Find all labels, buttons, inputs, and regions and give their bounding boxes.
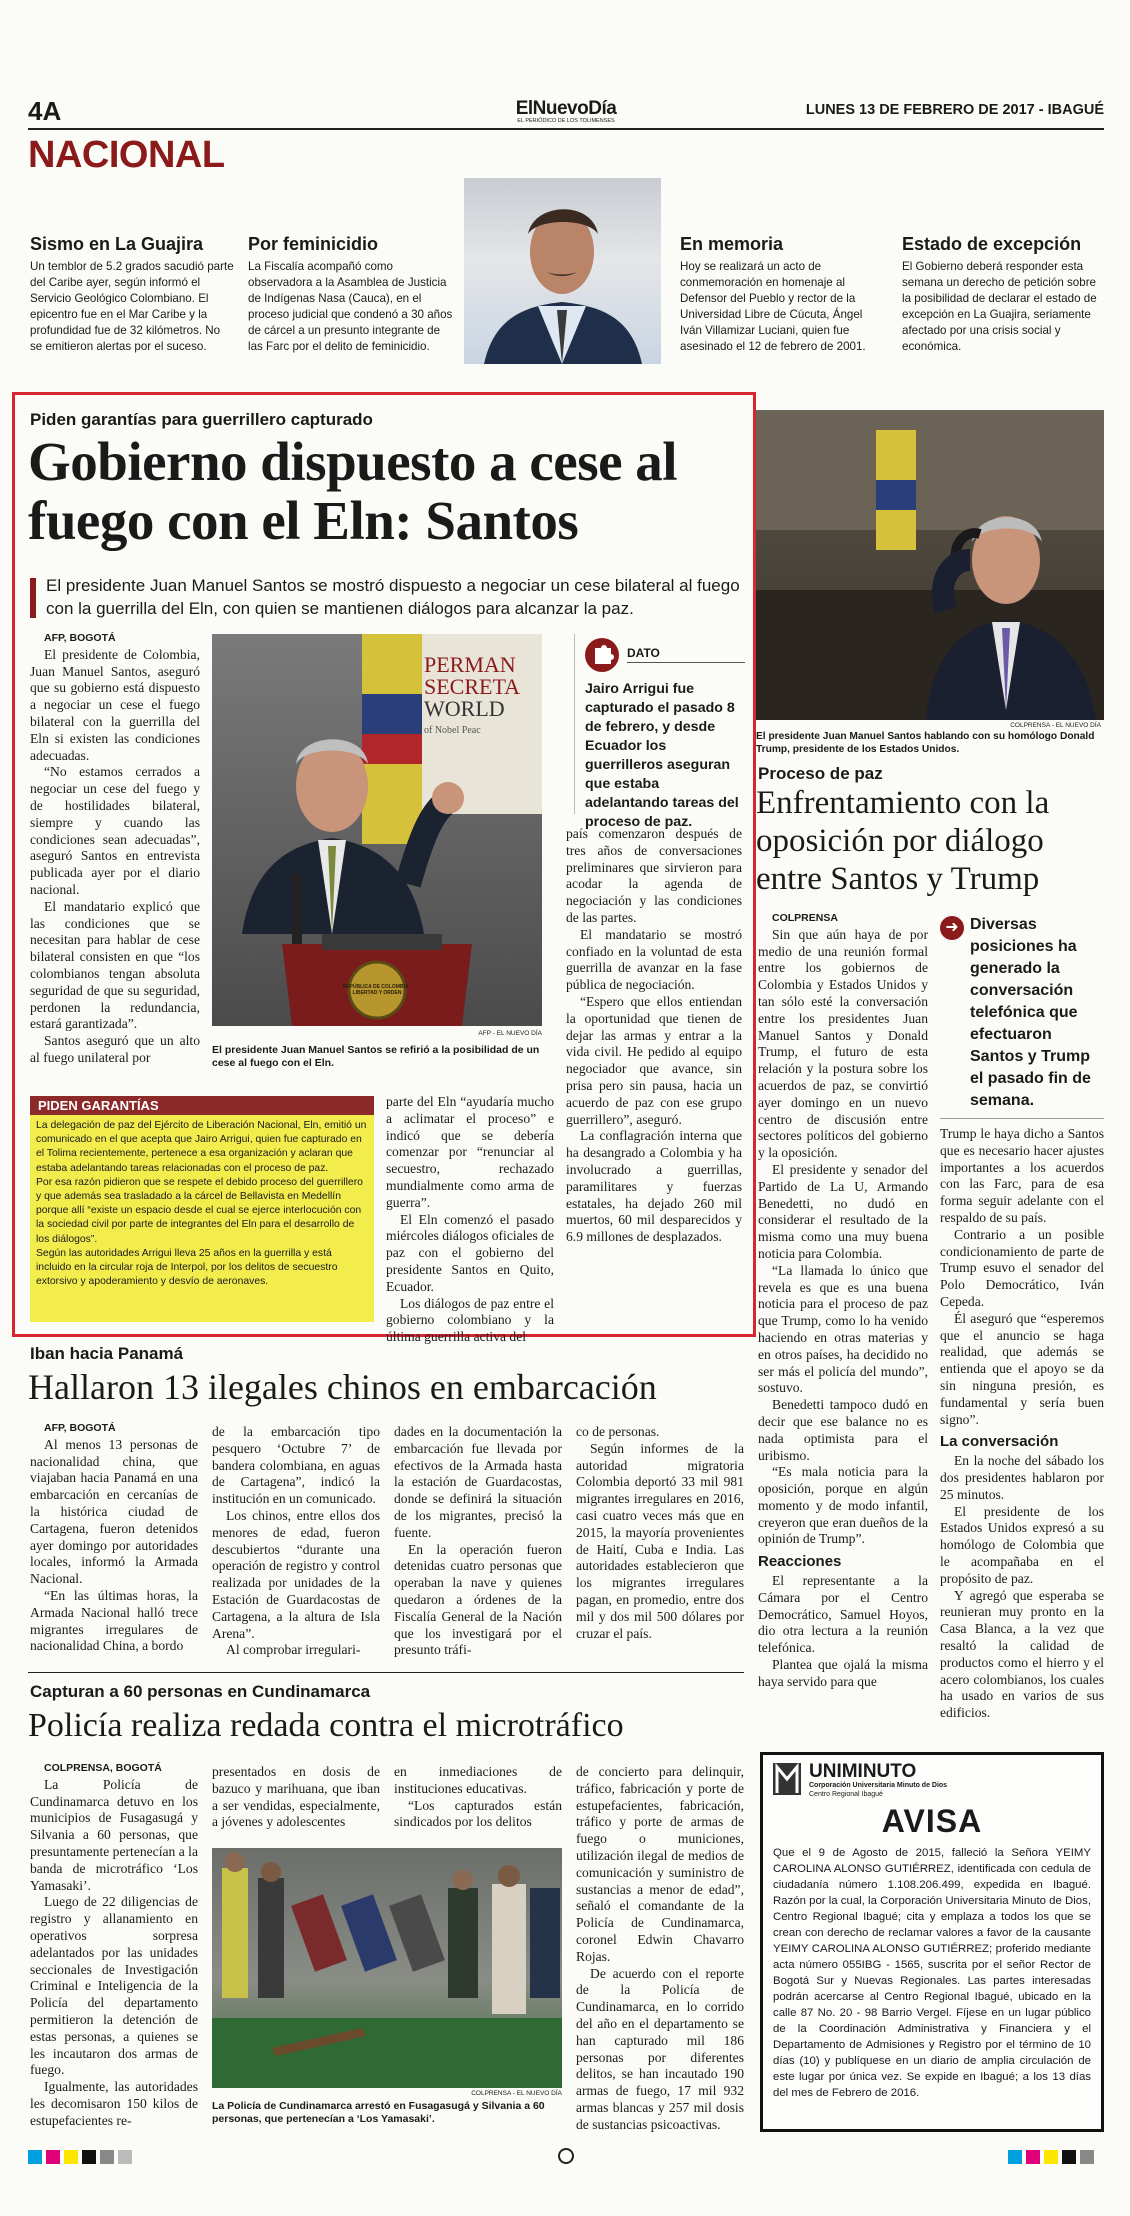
paragraph: “Es mala noticia para la oposición, porque en algún momento y de modo infantil, creyeron que eran dueños de la opinión de Trump”.	[758, 1464, 928, 1547]
panama-col-2	[212, 1424, 380, 1659]
paragraph: El mandatario explicó que las condiciones que se necesitan para hablar de cese bilateral consisten en que “los colombianos tengan absoluta seguridad de que su seguridad, perdonen la redundancia, estará garantizada”.	[30, 898, 200, 1032]
page-header	[28, 96, 1104, 128]
santos-phone-photo	[756, 410, 1104, 720]
masthead-logo	[476, 98, 656, 124]
ad-brand: UNIMINUTO	[809, 1761, 917, 1782]
logo-tagline: EL PERIÓDICO DE LOS TOLIMENSES	[517, 118, 615, 124]
paragraph: “No estamos cerrados a negociar un cese del fuego y de hostilidades bilateral, siempre y cuando las condiciones sean adecuadas”, aseguró Santos en entrevista publicada ayer por el diario nacional.	[30, 764, 200, 897]
main-photo-caption: El presidente Juan Manuel Santos se refirió a la posibilidad de un cese al fuego con el Eln.	[212, 1044, 540, 1069]
main-col-3	[566, 826, 742, 1246]
paragraph: Los diálogos de paz entre el gobierno colombiano y la última guerrilla activa del	[386, 1295, 554, 1345]
logo-mark	[773, 1763, 801, 1795]
police-col-4	[576, 1764, 744, 2134]
brief-body: Un temblor de 5.2 grados sacudió parte del Caribe ayer, según informó el Servicio Geológico Colombiano. El epicentro fue en el Mar Caribe y la profundidad fue de 32 kilómetros. No se emitieron alertas por el suceso.	[30, 260, 234, 353]
backdrop-line: WORLD	[424, 696, 505, 721]
trump-photo-credit: COLPRENSA - EL NUEVO DÍA	[1010, 722, 1101, 729]
trump-subhead-conversacion: La conversación	[940, 1433, 1059, 1451]
police-photo-credit: COLPRENSA - EL NUEVO DÍA	[471, 2090, 562, 2097]
paragraph: En la operación fueron detenidas cuatro personas que operaban la nave y quienes quedaron a órdenes de la Fiscalía General de la Nación que los investigará por el presunto tráfi-	[394, 1541, 562, 1658]
ad-sub2: Centro Regional Ibagué	[809, 1791, 883, 1798]
paragraph: El presidente y senador del Partido de La U, Armando Benedetti, no dudó en considerar el resultado de la misma como una muy buena noticia para Colombia.	[758, 1161, 928, 1261]
trump-col-2	[940, 1126, 1104, 1722]
brief-title: Estado de excepción	[902, 234, 1082, 254]
logo-main: ElNuevoDía	[515, 98, 617, 119]
panama-kicker: Iban hacia Panamá	[30, 1344, 184, 1363]
brief-excepcion	[902, 234, 1102, 355]
dato-rule	[627, 662, 745, 663]
paragraph: Al comprobar irregulari-	[226, 1642, 361, 1658]
ad-sub1: Corporación Universitaria Minuto de Dios	[809, 1782, 948, 1789]
paragraph: La Policía de Cundinamarca detuvo en los municipios de Fusagasugá y Silvania a 60 personas, que presuntamente pertenecían a la banda de microtráfico ‘Los Yamasaki’.	[30, 1776, 198, 1893]
garantias-title: PIDEN GARANTÍAS	[30, 1096, 374, 1115]
dato-icon	[585, 638, 619, 672]
ad-body: Que el 9 de Agosto de 2015, falleció la Señora YEIMY CAROLINA ALONSO GUTIÉRREZ, identificada con cedula de ciudadanía número 1.108.206.499, expedida en Ibagué. Razón por la cual, la Corporación Universitaria Minuto de Dios, Centro Regional Ibagué; cita y emplaza a todos los que se crean con derecho de reclamar valores a favor de la causante YEIMY CAROLINA ALONSO GUTIÉRREZ; proferido mediante acta número 055IBG - 1565, suscrita por el señor Rector de Bogotá Sur y Nuevas Regionales. Las partes interesadas podrán acercarse al Centro Regional Ibagué, ubicado en la calle 87 No. 20 - 98 Barrio Vergel. Fíjese en un lugar público de la Coordinación Administrativa y Financiera y el Departamento de Admisiones y Registro por el término de 10 días (10) y publíquese en un diario de amplia circulación de este lugar por única vez. Se expide en Ibagué; a los 13 días del mes de Febrero de 2016.	[773, 1847, 1091, 2099]
header-rule	[28, 128, 1104, 130]
backdrop-text	[424, 654, 520, 742]
byline: AFP, BOGOTÁ	[44, 1422, 116, 1434]
portrait-illustration	[464, 178, 661, 364]
arrow-right-icon: ➜	[940, 916, 964, 940]
panama-col-4	[576, 1424, 744, 1642]
paragraph: “En las últimas horas, la Armada Nacional halló trece migrantes irregulares de nacionalidad China, a bordo	[30, 1587, 198, 1654]
paragraph: Plantea que ojalá la misma haya servido para que	[758, 1657, 928, 1689]
main-photo-credit: AFP - EL NUEVO DÍA	[478, 1030, 542, 1037]
trump-col-1	[758, 910, 928, 1691]
garantias-paragraph: Por esa razón pidieron que se respete el debido proceso del guerrillero y que además sea trasladado a la cárcel de Bellavista en Medellín porque allí “existe un espacio desde el cual se ejerce interlocución con la sociedad civil por parte de integrantes del Eln para el desarrollo de los diálogos”.	[36, 1176, 363, 1245]
byline: COLPRENSA	[772, 912, 838, 924]
paragraph: de la embarcación tipo pesquero ‘Octubre 7’ de bandera colombiana, en aguas de Cartagena”, indicó la institución en un comunicado.	[212, 1424, 380, 1507]
uniminuto-notice	[760, 1752, 1104, 2132]
registration-mark-icon	[558, 2148, 574, 2164]
police-photo	[212, 1848, 562, 2088]
paragraph: Los chinos, entre ellos dos menores de edad, fueron descubiertos “durante una operación de registro y control realizada por unidades de la Estación de Guardacostas de Cartagena, a la altura de Isla Arena”.	[212, 1507, 380, 1641]
police-kicker: Capturan a 60 personas en Cundinamarca	[30, 1682, 371, 1701]
panama-headline: Hallaron 13 ilegales chinos en embarcación	[28, 1367, 657, 1407]
brief-title: Sismo en La Guajira	[30, 234, 204, 254]
backdrop-line: PERMAN	[424, 652, 516, 677]
ad-title: AVISA	[881, 1803, 983, 1839]
uniminuto-logo-icon	[773, 1763, 801, 1795]
paragraph: en inmediaciones de instituciones educativas.	[394, 1764, 562, 1796]
paragraph: Sin que aún haya de por medio de una reunión formal entre los gobiernos de Colombia y Estados Unidos y tan sólo esté la conversación entre los presidentes Juan Manuel Santos y Donald Trump, el futuro de esta relación y la postura sobre los acuerdos de paz, se convirtió ayer domingo en un nuevo centro de discusión entre sectores políticos del gobierno y la oposición.	[758, 926, 928, 1161]
backdrop-line: SECRETA	[424, 674, 521, 699]
brief-title: Por feminicidio	[248, 234, 379, 254]
paragraph: parte del Eln “ayudaría mucho a aclimatar el proceso” e indicó que se debería comenzar por “renunciar al secuestro, rechazado mundialmente como arma de guerra”.	[386, 1094, 554, 1210]
paragraph: presentados en dosis de bazuco y marihuana, que iban a ser vendidas, especialmente, a jóvenes y adolescentes	[212, 1764, 380, 1830]
paragraph: En la noche del sábado los dos presidentes hablaron por 25 minutos.	[940, 1453, 1104, 1502]
byline: COLPRENSA, BOGOTÁ	[44, 1762, 162, 1774]
paragraph: Él aseguró que “esperemos que el anuncio se haga realidad, que además se entienda que el apoyo se da sin ninguna presión, es fundamental y sería buen signo”.	[940, 1310, 1104, 1427]
paragraph: El presidente de los Estados Unidos expresó a su homólogo de Colombia que le acompañaba en el propósito de paz.	[940, 1503, 1104, 1586]
garantias-box	[30, 1096, 374, 1322]
paragraph: Luego de 22 diligencias de registro y allanamiento en operativos sorpresa adelantados por las unidades seccionales de Investigación Criminal e Inteligencia de la Policía del departamento permitieron la detención de estas personas, a quienes se les incautaron dos armas de fuego.	[30, 1894, 198, 2078]
paragraph: Al menos 13 personas de nacionalidad china, que viajaban hacia Panamá en una embarcación en cercanías de la histórica ciudad de Cartagena, fueron detenidos ayer domingo por autoridades locales, informó la Armada Nacional.	[30, 1436, 198, 1587]
paragraph: dades en la documentación la embarcación fue llevada por efectivos de la Armada hasta la estación de Guardacostas, donde se definirá la situación de los migrantes, precisó la fuente.	[394, 1424, 562, 1540]
paragraph: Según informes de la autoridad migratoria Colombia deportó 33 mil 981 migrantes irregulares en 2016, casi cuatro veces más que en 2015, la mayoría provenientes de Haití, Cuba e India. Las autoridades establecieron que los migrantes irregulares pagan, en promedio, entre dos mil y dos mil 500 dólares por cruzar el país.	[576, 1440, 744, 1641]
paragraph: Santos aseguró que un alto al fuego unilateral por	[30, 1033, 200, 1065]
paragraph: país comenzaron después de tres años de conversaciones preliminares que sirvieron para acodar la agenda de negociación y las condiciones de las partes.	[566, 826, 742, 925]
police-col-1	[30, 1760, 198, 2130]
main-headline: Gobierno dispuesto a cese al fuego con el Eln: Santos	[28, 431, 678, 551]
paragraph: “Espero que ellos entiendan la oportunidad que tienen de dejar las armas y entrar a la vida civil. He pedido al equipo negociador que avance, sin prisa pero sin pausa, hacia un acuerdo de paz con ese grupo guerrillero”, aseguró.	[566, 993, 742, 1127]
paragraph: Trump le haya dicho a Santos que es necesario hacer ajustes importantes a los acuerdos con las Farc, para de esa forma seguir adelante con el respaldo de su país.	[940, 1126, 1104, 1225]
pull-quote-rule	[940, 1118, 1104, 1119]
police-col-2	[212, 1764, 380, 1831]
police-headline: Policía realiza redada contra el microtráfico	[28, 1707, 624, 1744]
main-col-2	[386, 1094, 554, 1346]
paragraph: “La llamada lo único que revela es que es una buena noticia para el proceso de paz que Trump, como lo ha venido haciendo en otras materias y en otros países, ha decidido no ser más el policía del mundo”, sostuvo.	[758, 1262, 928, 1396]
garantias-body	[30, 1115, 374, 1293]
paragraph: El presidente de Colombia, Juan Manuel Santos, aseguró que su gobierno está dispuesto a negociar un cese el fuego bilateral con la guerrilla del Eln si existen las condiciones adecuadas.	[30, 646, 200, 763]
paragraph: Contrario a un posible condicionamiento de parte de Trump esuvo el senador del Polo Democrático, Iván Cepeda.	[940, 1226, 1104, 1309]
garantias-paragraph: Según las autoridades Arrigui lleva 25 años en la guerrilla y está incluido en la circular roja de Interpol, por los delitos de secuestro extorsivo y apoderamiento y desvío de aeronaves.	[36, 1247, 338, 1288]
paragraph: El mandatario se mostró confiado en la voluntad de esta guerrilla de avanzar en la fase pública de negociación.	[566, 926, 742, 993]
brief-body: La Fiscalía acompañó como observadora a la Asamblea de Justicia de Indígenas Nasa (Cauca), en el proceso judicial que condenó a 30 años de cárcel a un presunto integrante de las Farc por el delito de feminicidio.	[248, 260, 453, 353]
page-number: 4A	[28, 96, 62, 126]
main-kicker: Piden garantías para guerrillero capturado	[30, 410, 373, 429]
byline: AFP, BOGOTÁ	[44, 632, 116, 644]
paragraph: “Los capturados están sindicados por los delitos	[394, 1797, 562, 1830]
podium-seal-text: REPÚBLICA DE COLOMBIA · LIBERTAD Y ORDEN	[342, 984, 412, 996]
paragraph: Benedetti tampoco dudó en decir que ese balance no es nada optimista para el uribismo.	[758, 1397, 928, 1463]
paragraph: De acuerdo con el reporte de la Policía de Cundinamarca, en lo corrido del año en el departamento se han capturado mil 186 personas por diferentes delitos, se han incautado 190 armas de fuego, 17 mil 932 armas blancas y 257 mil dosis de sustancias psicoactivas.	[576, 1965, 744, 2132]
brief-feminicidio	[248, 234, 456, 355]
dato-box	[574, 634, 745, 830]
print-color-bar	[28, 2150, 1104, 2164]
trump-headline: Enfrentamiento con la oposición por diálogo entre Santos y Trump	[756, 785, 1050, 897]
paragraph: El representante a la Cámara por el Centro Democrático, Samuel Hoyos, dio otra lectura a la reunión telefónica.	[758, 1573, 928, 1656]
brief-sismo	[30, 234, 235, 355]
panama-col-3	[394, 1424, 562, 1659]
section-title: NACIONAL	[28, 134, 225, 176]
puzzle-icon	[585, 638, 619, 672]
brief-body: Hoy se realizará un acto de conmemoración en homenaje al Defensor del Pueblo y rector de la Universidad Libre de Cúcuta, Ángel Iván Villamizar Luciani, quien fue asesinado el 12 de febrero de 2001.	[680, 260, 866, 353]
santos-photo	[212, 634, 542, 1026]
paragraph: Igualmente, las autoridades les decomisaron 150 kilos de estupefacientes re-	[30, 2079, 198, 2128]
cmyk-swatches-right	[1008, 2150, 1098, 2169]
paragraph: co de personas.	[576, 1424, 660, 1439]
main-lead: El presidente Juan Manuel Santos se mostró dispuesto a negociar un cese bilateral al fuego con la guerrilla del Eln, con quien se mantienen diálogos para alcanzar la paz.	[46, 576, 740, 618]
trump-subhead-reacciones: Reacciones	[758, 1553, 842, 1571]
trump-photo-caption: El presidente Juan Manuel Santos hablando con su homólogo Donald Trump, presidente de los Estados Unidos.	[756, 731, 1095, 755]
pull-quote-text: Diversas posiciones ha generado la conversación telefónica que efectuaron Santos y Trump el pasado fin de semana.	[970, 916, 1091, 1109]
memorial-portrait	[464, 178, 661, 364]
main-col-1	[30, 630, 200, 1067]
date-line: LUNES 13 DE FEBRERO DE 2017 - IBAGUÉ	[805, 102, 1104, 118]
dato-label: DATO	[627, 646, 660, 660]
panama-col-1	[30, 1420, 198, 1655]
paragraph: El Eln comenzó el pasado miércoles diálogos oficiales de paz con el gobierno del presidente Santos en Quito, Ecuador.	[386, 1211, 554, 1294]
police-raid-illustration	[212, 1848, 562, 2088]
section-divider	[28, 1672, 744, 1673]
paragraph: La conflagración interna que ha desangrado a Colombia y ha involucrado a guerrillas, paramilitares y fuerzas estatales, ha dejado 260 mil muertos, 60 mil desparecidos y 6.9 millones de desplazados.	[566, 1128, 742, 1245]
brief-title: En memoria	[680, 234, 784, 254]
dato-text: Jairo Arrigui fue capturado el pasado 8 de febrero, y desde Ecuador los guerrilleros aseguran que estaba adelantando tareas del proceso de paz.	[585, 681, 739, 830]
police-photo-caption: La Policía de Cundinamarca arrestó en Fusagasugá y Silvania a 60 personas, que pertenecían a ‘Los Yamasaki’.	[212, 2100, 545, 2125]
trump-kicker: Proceso de paz	[758, 764, 883, 783]
paragraph: de concierto para delinquir, tráfico, fabricación y porte de estupefacientes, fabricación, tráfico y porte de armas de fuego o municiones, utilización ilegal de medios de comunicación y suministro de sustancias a menor de edad”, señaló el comandante de la Policía de Cundinamarca, coronel Edwin Chavarro Rojas.	[576, 1764, 744, 1964]
lead-bar	[30, 578, 36, 618]
police-col-3	[394, 1764, 562, 1831]
brief-memoria	[680, 234, 885, 355]
garantias-paragraph: La delegación de paz del Ejército de Liberación Nacional, Eln, emitió un comunicado en el que acepta que Jairo Arrigui, quien fue capturado en el Tolima recientemente, pertenece a esa organización y aclaran que estaba adelantando tareas relacionadas con el proceso de paz.	[36, 1120, 367, 1174]
brief-body: El Gobierno deberá responder esta semana un derecho de petición sobre la posibilidad de declarar el estado de excepción en La Guajira, seriamente afectado por una crisis social y económica.	[902, 260, 1097, 353]
cmyk-swatches-left	[28, 2150, 136, 2169]
phone-call-illustration	[756, 410, 1104, 720]
backdrop-line: of Nobel Peac	[424, 725, 481, 736]
paragraph: Y agregó que esperaba se reunieran muy pronto en la Casa Blanca, a la vez que resaltó la calidad de productos como el hierro y el acero colombianos, los cuales ha usado en varios de sus edificios.	[940, 1587, 1104, 1721]
